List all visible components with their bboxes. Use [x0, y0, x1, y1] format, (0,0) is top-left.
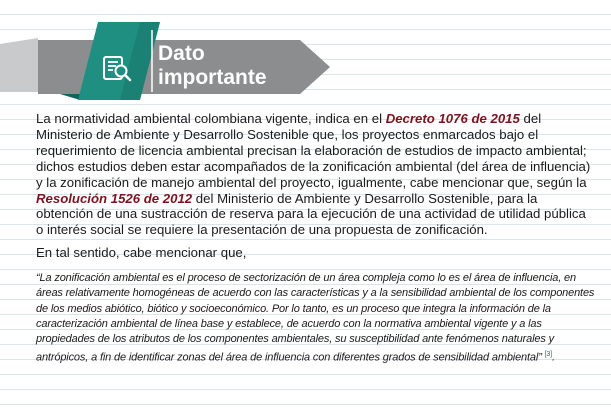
zonification-quote [36, 271, 596, 366]
banner-title [158, 42, 318, 90]
banner-title-line1: Dato [158, 42, 205, 65]
resolution-reference: Resolución 1526 de 2012 [36, 190, 193, 206]
content-body [36, 111, 596, 377]
dato-importante-banner [0, 0, 611, 100]
paragraph-text: del Ministerio de Ambiente y Desarrollo Sostenible que, los proyectos enmarcados bajo el requerimiento de licencia ambiental precisan la elaboración de estudios de impacto ambiental; dichos estudios deben estar acompañados de la zonificación ambiental (del área de influencia) y la zonificación de manejo ambiental del proyecto, igualmente, cabe mencionar que, según la [36, 111, 591, 190]
document-search-icon [100, 51, 134, 85]
citation-reference[interactable]: [3] [544, 351, 552, 359]
main-paragraph [36, 111, 596, 238]
quote-end: . [551, 351, 555, 364]
quote-text: “La zonificación ambiental es el proceso de sectorización de un área compleja como lo es el área de influencia, en áreas relativamente homogéneas de acuerdo con las características y a la sensibilidad ambiental de los componentes de los medios abiótico, biótico y socioeconómico. Por lo tanto, es un proceso que integra la información de la caracterización ambiental de línea base y establece, de acuerdo con la normativa ambiental vigente y a las propiedades de los atributos de los componentes ambientales, su susceptibilidad ante fenómenos naturales y antrópicos, a fin de identificar zonas del área de influencia con diferentes grados de sensibilidad ambiental” [36, 272, 595, 364]
banner-title-line2: importante [158, 66, 267, 89]
paragraph-text: del Ministerio de Ambiente y Desarrollo Sostenible, para la obtención de una sustracción de reserva para la ejecución de una actividad de utilidad pública o interés social se requiere la presentación de una propuesta de zonificación. [36, 190, 586, 238]
lead-sentence: En tal sentido, cabe mencionar que, [36, 245, 247, 261]
decree-reference: Decreto 1076 de 2015 [385, 111, 520, 126]
paragraph-text: La normatividad ambiental colombiana vigente, indica en el [36, 111, 386, 126]
